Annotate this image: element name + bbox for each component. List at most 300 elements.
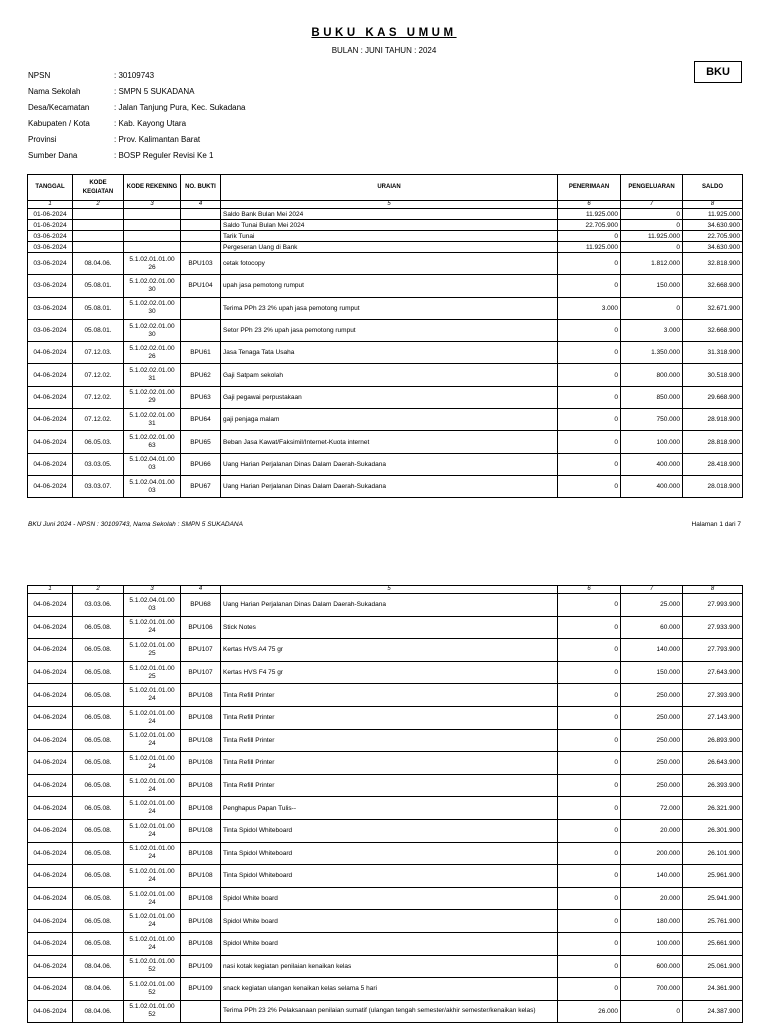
receipt-number-cell: BPU61: [181, 342, 221, 364]
account-code-cell: 5.1.02.04.01.00 03: [124, 594, 181, 617]
receipt-amount-cell: 0: [558, 431, 621, 453]
description-cell: Gaji pegawai perpustakaan: [221, 386, 558, 408]
table-row: [28, 209, 743, 220]
description-cell: Terima PPh 23 2% upah jasa pemotong rumput: [221, 297, 558, 319]
column-header: PENERIMAAN: [558, 175, 621, 201]
receipt-number-cell: [181, 297, 221, 319]
receipt-number-cell: BPU104: [181, 275, 221, 297]
receipt-amount-cell: 0: [558, 319, 621, 341]
description-cell: Gaji Satpam sekolah: [221, 364, 558, 386]
expense-amount-cell: 250.000: [621, 729, 683, 752]
receipt-amount-cell: 11.925.000: [558, 242, 621, 253]
date-cell: 04-06-2024: [28, 887, 73, 910]
date-cell: 04-06-2024: [28, 386, 73, 408]
balance-cell: 28.918.900: [683, 409, 743, 431]
balance-cell: 27.793.900: [683, 639, 743, 662]
receipt-amount-cell: 0: [558, 616, 621, 639]
activity-code-cell: 06.05.08.: [73, 616, 124, 639]
account-code-cell: 5.1.02.01.01.00 24: [124, 797, 181, 820]
date-cell: 03-06-2024: [28, 319, 73, 341]
column-number: 8: [683, 586, 743, 594]
column-number: 1: [28, 586, 73, 594]
description-cell: Beban Jasa Kawat/Faksimil/Internet-Kuota internet: [221, 431, 558, 453]
description-cell: Tinta Refill Printer: [221, 752, 558, 775]
date-cell: 03-06-2024: [28, 231, 73, 242]
balance-cell: 22.705.900: [683, 231, 743, 242]
date-cell: 04-06-2024: [28, 1000, 73, 1023]
description-cell: gaji penjaga malam: [221, 409, 558, 431]
receipt-number-cell: BPU108: [181, 774, 221, 797]
balance-cell: 27.143.900: [683, 706, 743, 729]
info-value: : BOSP Reguler Revisi Ke 1: [114, 151, 214, 160]
receipt-number-cell: BPU109: [181, 955, 221, 978]
description-cell: Tinta Refill Printer: [221, 706, 558, 729]
account-code-cell: 5.1.02.02.01.00 31: [124, 364, 181, 386]
balance-cell: 27.993.900: [683, 594, 743, 617]
expense-amount-cell: 0: [621, 242, 683, 253]
page-number: Halaman 1 dari 7: [691, 521, 741, 528]
balance-cell: 32.668.900: [683, 275, 743, 297]
description-cell: Spidol White board: [221, 932, 558, 955]
balance-cell: 34.630.900: [683, 242, 743, 253]
column-number: 1: [28, 201, 73, 209]
receipt-number-cell: BPU108: [181, 684, 221, 707]
date-cell: 04-06-2024: [28, 910, 73, 933]
account-code-cell: 5.1.02.02.01.00 30: [124, 275, 181, 297]
expense-amount-cell: 700.000: [621, 978, 683, 1001]
account-code-cell: 5.1.02.02.01.00 29: [124, 386, 181, 408]
account-code-cell: 5.1.02.02.01.00 26: [124, 342, 181, 364]
column-number: 6: [558, 586, 621, 594]
date-cell: 04-06-2024: [28, 364, 73, 386]
table-row: [28, 319, 743, 341]
date-cell: 04-06-2024: [28, 955, 73, 978]
balance-cell: 24.361.900: [683, 978, 743, 1001]
column-number: 7: [621, 586, 683, 594]
description-cell: Tinta Spidol Whiteboard: [221, 819, 558, 842]
balance-cell: 32.818.900: [683, 253, 743, 275]
description-cell: Tinta Refill Printer: [221, 729, 558, 752]
balance-cell: 34.630.900: [683, 220, 743, 231]
description-cell: Kertas HVS A4 75 gr: [221, 639, 558, 662]
column-number: 5: [221, 201, 558, 209]
expense-amount-cell: 100.000: [621, 431, 683, 453]
account-code-cell: 5.1.02.01.01.00 24: [124, 706, 181, 729]
table-row: [28, 594, 743, 617]
account-code-cell: 5.1.02.02.01.00 30: [124, 297, 181, 319]
balance-cell: 27.643.900: [683, 661, 743, 684]
receipt-amount-cell: 0: [558, 661, 621, 684]
expense-amount-cell: 20.000: [621, 887, 683, 910]
receipt-number-cell: [181, 220, 221, 231]
account-code-cell: 5.1.02.01.01.00 24: [124, 752, 181, 775]
info-label: Provinsi: [28, 135, 57, 144]
date-cell: 04-06-2024: [28, 409, 73, 431]
table-header-row: [28, 175, 743, 201]
activity-code-cell: 06.05.08.: [73, 661, 124, 684]
receipt-amount-cell: 0: [558, 819, 621, 842]
info-label: Sumber Dana: [28, 151, 78, 160]
table-row: [28, 819, 743, 842]
receipt-number-cell: BPU103: [181, 253, 221, 275]
document-subtitle: BULAN : JUNI TAHUN : 2024: [331, 46, 437, 55]
balance-cell: 24.387.900: [683, 1000, 743, 1023]
activity-code-cell: 03.03.07.: [73, 475, 124, 497]
table-row: [28, 275, 743, 297]
expense-amount-cell: 140.000: [621, 865, 683, 888]
account-code-cell: 5.1.02.01.01.00 24: [124, 842, 181, 865]
receipt-number-cell: BPU108: [181, 865, 221, 888]
balance-cell: 28.018.900: [683, 475, 743, 497]
receipt-number-cell: BPU65: [181, 431, 221, 453]
balance-cell: 31.318.900: [683, 342, 743, 364]
info-row: [28, 132, 246, 148]
receipt-number-cell: [181, 319, 221, 341]
account-code-cell: 5.1.02.04.01.00 03: [124, 475, 181, 497]
account-code-cell: 5.1.02.01.01.00 24: [124, 616, 181, 639]
balance-cell: 11.925.000: [683, 209, 743, 220]
table-row: [28, 342, 743, 364]
date-cell: 03-06-2024: [28, 275, 73, 297]
receipt-amount-cell: 0: [558, 842, 621, 865]
activity-code-cell: 07.12.02.: [73, 386, 124, 408]
table-row: [28, 253, 743, 275]
column-number: 4: [181, 586, 221, 594]
column-number: 4: [181, 201, 221, 209]
document-title: BUKU KAS UMUM: [311, 27, 457, 39]
info-label: NPSN: [28, 71, 51, 80]
info-value: : Prov. Kalimantan Barat: [114, 135, 201, 144]
expense-amount-cell: 250.000: [621, 706, 683, 729]
table-row: [28, 684, 743, 707]
info-value: : Kab. Kayong Utara: [114, 119, 187, 128]
receipt-amount-cell: 22.705.900: [558, 220, 621, 231]
activity-code-cell: 03.03.06.: [73, 594, 124, 617]
receipt-amount-cell: 0: [558, 684, 621, 707]
expense-amount-cell: 72.000: [621, 797, 683, 820]
receipt-number-cell: BPU66: [181, 453, 221, 475]
table-row: [28, 932, 743, 955]
receipt-amount-cell: 3.000: [558, 297, 621, 319]
receipt-number-cell: BPU109: [181, 978, 221, 1001]
date-cell: 04-06-2024: [28, 639, 73, 662]
info-value: : 30109743: [114, 71, 155, 80]
account-code-cell: 5.1.02.02.01.00 63: [124, 431, 181, 453]
table-row: [28, 865, 743, 888]
receipt-number-cell: BPU64: [181, 409, 221, 431]
date-cell: 04-06-2024: [28, 978, 73, 1001]
date-cell: 04-06-2024: [28, 594, 73, 617]
table-row: [28, 955, 743, 978]
receipt-amount-cell: 0: [558, 253, 621, 275]
table-row: [28, 616, 743, 639]
receipt-amount-cell: 0: [558, 706, 621, 729]
description-cell: Uang Harian Perjalanan Dinas Dalam Daerah-Sukadana: [221, 453, 558, 475]
description-cell: upah jasa pemotong rumput: [221, 275, 558, 297]
column-header: URAIAN: [221, 175, 558, 201]
receipt-number-cell: BPU67: [181, 475, 221, 497]
account-code-cell: 5.1.02.01.01.00 52: [124, 978, 181, 1001]
balance-cell: 28.818.900: [683, 431, 743, 453]
receipt-number-cell: BPU108: [181, 932, 221, 955]
receipt-number-cell: BPU108: [181, 752, 221, 775]
date-cell: 04-06-2024: [28, 453, 73, 475]
page-footer-info: BKU Juni 2024 - NPSN : 30109743, Nama Sekolah : SMPN 5 SUKADANA: [28, 521, 243, 528]
expense-amount-cell: 150.000: [621, 275, 683, 297]
column-header: NO. BUKTI: [181, 175, 221, 201]
activity-code-cell: [73, 209, 124, 220]
activity-code-cell: 08.04.06.: [73, 253, 124, 275]
expense-amount-cell: 0: [621, 1000, 683, 1023]
table-row: [28, 978, 743, 1001]
expense-amount-cell: 250.000: [621, 774, 683, 797]
receipt-amount-cell: 0: [558, 594, 621, 617]
column-number: 5: [221, 586, 558, 594]
expense-amount-cell: 600.000: [621, 955, 683, 978]
receipt-amount-cell: 0: [558, 475, 621, 497]
account-code-cell: 5.1.02.01.01.00 52: [124, 1000, 181, 1023]
balance-cell: 26.321.900: [683, 797, 743, 820]
receipt-amount-cell: 0: [558, 386, 621, 408]
receipt-number-cell: [181, 231, 221, 242]
expense-amount-cell: 250.000: [621, 684, 683, 707]
table-row: [28, 453, 743, 475]
expense-amount-cell: 250.000: [621, 752, 683, 775]
receipt-number-cell: BPU68: [181, 594, 221, 617]
column-number-row: [28, 201, 743, 209]
ledger-table-page2: [27, 585, 743, 1023]
receipt-number-cell: BPU106: [181, 616, 221, 639]
receipt-amount-cell: 0: [558, 978, 621, 1001]
description-cell: Tinta Spidol Whiteboard: [221, 865, 558, 888]
expense-amount-cell: 3.000: [621, 319, 683, 341]
description-cell: Spidol White board: [221, 887, 558, 910]
description-cell: Saldo Bank Bulan Mei 2024: [221, 209, 558, 220]
balance-cell: 25.061.900: [683, 955, 743, 978]
expense-amount-cell: 140.000: [621, 639, 683, 662]
column-number: 2: [73, 586, 124, 594]
receipt-number-cell: [181, 209, 221, 220]
receipt-amount-cell: 0: [558, 955, 621, 978]
activity-code-cell: 06.05.08.: [73, 887, 124, 910]
account-code-cell: 5.1.02.01.01.00 25: [124, 661, 181, 684]
expense-amount-cell: 400.000: [621, 453, 683, 475]
activity-code-cell: [73, 242, 124, 253]
balance-cell: 26.301.900: [683, 819, 743, 842]
activity-code-cell: 08.04.06.: [73, 955, 124, 978]
column-header: SALDO: [683, 175, 743, 201]
column-header: KODE KEGIATAN: [73, 175, 124, 201]
account-code-cell: 5.1.02.01.01.00 52: [124, 955, 181, 978]
receipt-amount-cell: 0: [558, 342, 621, 364]
activity-code-cell: 05.08.01.: [73, 297, 124, 319]
receipt-amount-cell: 0: [558, 275, 621, 297]
table-row: [28, 1000, 743, 1023]
description-cell: Penghapus Papan Tulis--: [221, 797, 558, 820]
receipt-amount-cell: 0: [558, 865, 621, 888]
column-number-row: [28, 586, 743, 594]
activity-code-cell: 07.12.03.: [73, 342, 124, 364]
date-cell: 01-06-2024: [28, 220, 73, 231]
date-cell: 04-06-2024: [28, 475, 73, 497]
balance-cell: 26.393.900: [683, 774, 743, 797]
receipt-number-cell: BPU108: [181, 729, 221, 752]
balance-cell: 26.101.900: [683, 842, 743, 865]
description-cell: Tinta Refill Printer: [221, 684, 558, 707]
account-code-cell: 5.1.02.01.01.00 24: [124, 819, 181, 842]
info-row: [28, 84, 246, 100]
balance-cell: 26.643.900: [683, 752, 743, 775]
receipt-number-cell: BPU62: [181, 364, 221, 386]
account-code-cell: 5.1.02.01.01.00 24: [124, 729, 181, 752]
receipt-number-cell: BPU108: [181, 797, 221, 820]
receipt-amount-cell: 0: [558, 231, 621, 242]
balance-cell: 29.668.900: [683, 386, 743, 408]
date-cell: 04-06-2024: [28, 797, 73, 820]
table-row: [28, 661, 743, 684]
expense-amount-cell: 1.812.000: [621, 253, 683, 275]
column-number: 3: [124, 586, 181, 594]
balance-cell: 26.893.900: [683, 729, 743, 752]
date-cell: 04-06-2024: [28, 865, 73, 888]
receipt-number-cell: [181, 242, 221, 253]
table-row: [28, 706, 743, 729]
activity-code-cell: 05.08.01.: [73, 275, 124, 297]
date-cell: 04-06-2024: [28, 431, 73, 453]
ledger-table-page1: [27, 174, 743, 498]
activity-code-cell: 03.03.05.: [73, 453, 124, 475]
activity-code-cell: 06.05.08.: [73, 932, 124, 955]
receipt-amount-cell: 0: [558, 752, 621, 775]
table-row: [28, 297, 743, 319]
account-code-cell: 5.1.02.01.01.00 24: [124, 887, 181, 910]
info-value: : SMPN 5 SUKADANA: [114, 87, 195, 96]
expense-amount-cell: 0: [621, 297, 683, 319]
activity-code-cell: [73, 231, 124, 242]
account-code-cell: [124, 220, 181, 231]
receipt-amount-cell: 11.925.000: [558, 209, 621, 220]
description-cell: snack kegiatan ulangan kenaikan kelas selama 5 hari: [221, 978, 558, 1001]
date-cell: 04-06-2024: [28, 752, 73, 775]
receipt-amount-cell: 0: [558, 453, 621, 475]
column-header: TANGGAL: [28, 175, 73, 201]
receipt-amount-cell: 0: [558, 639, 621, 662]
date-cell: 04-06-2024: [28, 616, 73, 639]
description-cell: Stick Notes: [221, 616, 558, 639]
description-cell: Tinta Refill Printer: [221, 774, 558, 797]
balance-cell: 27.933.900: [683, 616, 743, 639]
date-cell: 03-06-2024: [28, 242, 73, 253]
receipt-number-cell: BPU108: [181, 910, 221, 933]
date-cell: 04-06-2024: [28, 661, 73, 684]
balance-cell: 32.671.900: [683, 297, 743, 319]
table-row: [28, 220, 743, 231]
column-number: 7: [621, 201, 683, 209]
activity-code-cell: 08.04.06.: [73, 978, 124, 1001]
info-row: [28, 116, 246, 132]
receipt-amount-cell: 0: [558, 910, 621, 933]
column-number: 3: [124, 201, 181, 209]
receipt-amount-cell: 0: [558, 774, 621, 797]
activity-code-cell: 06.05.08.: [73, 819, 124, 842]
table-row: [28, 842, 743, 865]
receipt-number-cell: BPU108: [181, 842, 221, 865]
description-cell: Uang Harian Perjalanan Dinas Dalam Daerah-Sukadana: [221, 475, 558, 497]
balance-cell: 25.761.900: [683, 910, 743, 933]
date-cell: 03-06-2024: [28, 297, 73, 319]
account-code-cell: 5.1.02.01.01.00 24: [124, 684, 181, 707]
expense-amount-cell: 800.000: [621, 364, 683, 386]
account-code-cell: 5.1.02.02.01.00 30: [124, 319, 181, 341]
balance-cell: 25.941.900: [683, 887, 743, 910]
table-row: [28, 431, 743, 453]
receipt-amount-cell: 0: [558, 932, 621, 955]
receipt-number-cell: BPU108: [181, 819, 221, 842]
activity-code-cell: 06.05.08.: [73, 706, 124, 729]
date-cell: 04-06-2024: [28, 684, 73, 707]
account-code-cell: 5.1.02.01.01.00 26: [124, 253, 181, 275]
table-row: [28, 729, 743, 752]
description-cell: Uang Harian Perjalanan Dinas Dalam Daerah-Sukadana: [221, 594, 558, 617]
expense-amount-cell: 750.000: [621, 409, 683, 431]
description-cell: Setor PPh 23 2% upah jasa pemotong rumput: [221, 319, 558, 341]
table-row: [28, 242, 743, 253]
date-cell: 01-06-2024: [28, 209, 73, 220]
receipt-amount-cell: 0: [558, 409, 621, 431]
activity-code-cell: 06.05.03.: [73, 431, 124, 453]
receipt-number-cell: BPU108: [181, 887, 221, 910]
date-cell: 04-06-2024: [28, 932, 73, 955]
account-code-cell: 5.1.02.01.01.00 24: [124, 932, 181, 955]
column-number: 8: [683, 201, 743, 209]
info-value: : Jalan Tanjung Pura, Kec. Sukadana: [114, 103, 246, 112]
receipt-number-cell: [181, 1000, 221, 1023]
description-cell: Tarik Tunai: [221, 231, 558, 242]
balance-cell: 30.518.900: [683, 364, 743, 386]
table-row: [28, 639, 743, 662]
description-cell: Saldo Tunai Bulan Mei 2024: [221, 220, 558, 231]
table-row: [28, 364, 743, 386]
activity-code-cell: 06.05.08.: [73, 729, 124, 752]
info-row: [28, 68, 246, 84]
receipt-number-cell: BPU107: [181, 639, 221, 662]
table-row: [28, 231, 743, 242]
account-code-cell: [124, 209, 181, 220]
table-row: [28, 475, 743, 497]
school-info: [28, 68, 246, 164]
info-label: Nama Sekolah: [28, 87, 81, 96]
bku-badge: BKU: [694, 61, 742, 83]
description-cell: Tinta Spidol Whiteboard: [221, 842, 558, 865]
account-code-cell: 5.1.02.01.01.00 25: [124, 639, 181, 662]
date-cell: 03-06-2024: [28, 253, 73, 275]
expense-amount-cell: 11.925.000: [621, 231, 683, 242]
date-cell: 04-06-2024: [28, 774, 73, 797]
description-cell: Pergeseran Uang di Bank: [221, 242, 558, 253]
column-number: 2: [73, 201, 124, 209]
expense-amount-cell: 25.000: [621, 594, 683, 617]
table-row: [28, 752, 743, 775]
activity-code-cell: 07.12.02.: [73, 409, 124, 431]
expense-amount-cell: 400.000: [621, 475, 683, 497]
receipt-amount-cell: 26.000: [558, 1000, 621, 1023]
date-cell: 04-06-2024: [28, 706, 73, 729]
expense-amount-cell: 100.000: [621, 932, 683, 955]
expense-amount-cell: 60.000: [621, 616, 683, 639]
receipt-amount-cell: 0: [558, 887, 621, 910]
description-cell: Kertas HVS F4 75 gr: [221, 661, 558, 684]
account-code-cell: [124, 242, 181, 253]
